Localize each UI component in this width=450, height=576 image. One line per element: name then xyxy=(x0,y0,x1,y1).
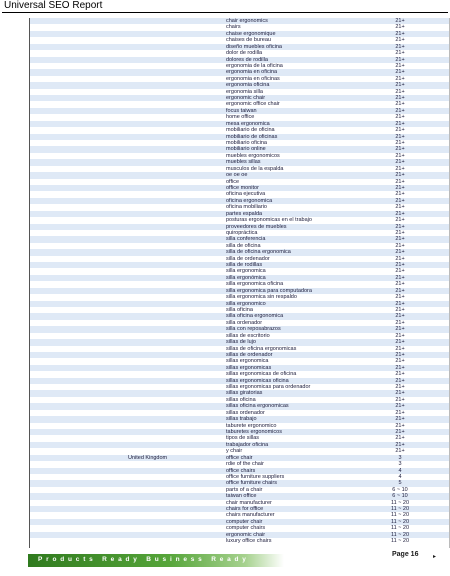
rank-cell: 11 ~ 20 xyxy=(390,538,410,545)
rank-cell: 11 ~ 20 xyxy=(390,512,410,519)
rank-cell: 21+ xyxy=(395,300,405,307)
rank-cell: 21+ xyxy=(395,319,405,326)
rank-cell: 21+ xyxy=(395,396,405,403)
keyword-cell: chair ergonomics xyxy=(226,18,268,24)
keyword-cell: sillas ergonomica xyxy=(226,358,269,365)
keyword-cell: silla con reposabrazos xyxy=(226,326,281,333)
keyword-cell: ergonomia en oficinas xyxy=(226,75,280,82)
rank-cell: 21+ xyxy=(395,69,405,76)
rank-cell: 21+ xyxy=(395,140,405,147)
rank-cell: 11 ~ 20 xyxy=(390,525,410,532)
keyword-cell: quiropráctica xyxy=(226,229,258,236)
keyword-cell: chaise ergonomique xyxy=(226,30,276,37)
table-row xyxy=(30,538,449,544)
footer-tagline: Products Ready Business Ready xyxy=(38,556,250,563)
keyword-cell: computer chair xyxy=(226,518,263,525)
keyword-cell: muebles ergonomicos xyxy=(226,152,280,159)
keyword-cell: sillas ergonomicas para ordenador xyxy=(226,384,311,391)
keyword-cell: silla de oficina xyxy=(226,242,261,249)
rank-cell: 6 ~ 10 xyxy=(392,486,408,493)
rank-cell: 21+ xyxy=(395,88,405,95)
keyword-cell: taburete ergonomico xyxy=(226,422,277,429)
rank-cell: 21+ xyxy=(395,242,405,249)
rank-cell: 21+ xyxy=(395,50,405,57)
rank-cell: 6 ~ 10 xyxy=(392,493,408,500)
keyword-cell: silla de ordenador xyxy=(226,255,270,262)
rank-cell: 21+ xyxy=(395,30,405,37)
keyword-cell: silla ordenador xyxy=(226,319,263,326)
keyword-cell: computer chairs xyxy=(226,525,266,532)
keyword-cell: mobiliario de oficina xyxy=(226,127,275,134)
keyword-cell: mobiliario de oficinas xyxy=(226,133,278,140)
keyword-cell: oficina ergonomica xyxy=(226,197,273,204)
keyword-cell: mobiliario oficina xyxy=(226,140,267,147)
rank-cell: 21+ xyxy=(395,236,405,243)
keyword-cell: sillas de oficina ergonomicas xyxy=(226,345,297,352)
rank-cell: 21+ xyxy=(395,101,405,108)
keyword-cell: focus taiwan xyxy=(226,107,257,114)
rank-cell: 21+ xyxy=(395,82,405,89)
rank-cell: 21+ xyxy=(395,159,405,166)
keyword-cell: taiwan office xyxy=(226,493,257,500)
page-number: Page 16 xyxy=(392,551,419,558)
keyword-cell: ergonomia de la oficina xyxy=(226,62,283,69)
rank-cell: 21+ xyxy=(395,62,405,69)
keyword-cell: sillas de escritorio xyxy=(226,332,270,339)
rank-cell: 4 xyxy=(398,467,402,474)
keyword-cell: office furniture chairs xyxy=(226,480,277,487)
keyword-cell: silla oficina xyxy=(226,306,253,313)
footer-banner xyxy=(28,554,284,567)
rank-cell: 21+ xyxy=(395,210,405,217)
keyword-cell: dolor de rodilla xyxy=(226,50,263,57)
keyword-cell: ergonomia silla xyxy=(226,88,263,95)
keyword-cell: silla conferencia xyxy=(226,236,266,243)
rank-cell: 21+ xyxy=(395,178,405,185)
keyword-cell: diseño muebles oficina xyxy=(226,43,282,50)
keyword-cell: dolores de rodilla xyxy=(226,56,268,63)
rank-cell: 21+ xyxy=(395,390,405,397)
keyword-cell: sillas trabajo xyxy=(226,416,257,423)
country-cell: United Kingdom xyxy=(128,454,168,461)
rank-cell: 21+ xyxy=(395,217,405,224)
rank-cell: 21+ xyxy=(395,165,405,172)
keyword-cell: sillas giratorias xyxy=(226,390,263,397)
rank-cell: 21+ xyxy=(395,294,405,301)
rank-cell: 21+ xyxy=(395,107,405,114)
rank-cell: 21+ xyxy=(395,287,405,294)
keyword-cell: sillas de ordenador xyxy=(226,351,273,358)
rank-cell: 21+ xyxy=(395,409,405,416)
rank-cell: 3 xyxy=(398,461,402,468)
rank-cell: 21+ xyxy=(395,229,405,236)
keyword-cell: office chair xyxy=(226,454,253,461)
keyword-cell: partes espalda xyxy=(226,210,263,217)
rank-cell: 21+ xyxy=(395,127,405,134)
rank-cell: 21+ xyxy=(395,172,405,179)
keyword-cell: parts of a chair xyxy=(226,486,263,493)
keyword-cell: proveedores de muebles xyxy=(226,223,287,230)
keyword-cell: silla ergonómica xyxy=(226,274,266,281)
rank-cell: 21+ xyxy=(395,18,405,24)
rank-cell: 21+ xyxy=(395,326,405,333)
keyword-cell: sillas oficina ergonomicas xyxy=(226,403,289,410)
rank-cell: 21+ xyxy=(395,223,405,230)
keyword-cell: posturas ergonomicas en el trabajo xyxy=(226,217,312,224)
keyword-cell: sillas de lujo xyxy=(226,339,256,346)
rank-cell: 21+ xyxy=(395,416,405,423)
keyword-cell: chairs xyxy=(226,24,241,31)
rank-cell: 21+ xyxy=(395,56,405,63)
keyword-cell: chairs manufacturer xyxy=(226,512,275,519)
rank-cell: 21+ xyxy=(395,204,405,211)
rank-cell: 21+ xyxy=(395,332,405,339)
rank-cell: 21+ xyxy=(395,403,405,410)
rank-cell: 21+ xyxy=(395,345,405,352)
rank-cell: 11 ~ 20 xyxy=(390,499,410,506)
keyword-cell: sillas oficina xyxy=(226,396,256,403)
keyword-cell: silla ergonomica para computadora xyxy=(226,287,312,294)
rank-cell: 21+ xyxy=(395,371,405,378)
keyword-cell: home office xyxy=(226,114,255,121)
rank-cell: 21+ xyxy=(395,441,405,448)
rank-cell: 4 xyxy=(398,473,402,480)
keyword-cell: oficina mobiliario xyxy=(226,204,267,211)
rank-cell: 21+ xyxy=(395,24,405,31)
keyword-cell: musculos de la espalda xyxy=(226,165,284,172)
keyword-cell: sillas ergonomicas oficina xyxy=(226,377,289,384)
keyword-cell: rdie of the chair xyxy=(226,461,264,468)
rank-cell: 21+ xyxy=(395,120,405,127)
keyword-cell: silla ergonomico xyxy=(226,300,266,307)
keyword-cell: chairs for office xyxy=(226,506,264,513)
keyword-cell: silla de rodillas xyxy=(226,262,263,269)
keyword-cell: silla ergonomica sin respaldo xyxy=(226,294,297,301)
keyword-cell: silla ergonomica oficina xyxy=(226,281,284,288)
rank-cell: 21+ xyxy=(395,274,405,281)
keyword-cell: sillas ergonomicas de oficina xyxy=(226,371,297,378)
rank-cell: 21+ xyxy=(395,95,405,102)
keyword-cell: silla de oficina ergonomica xyxy=(226,249,291,256)
rank-cell: 21+ xyxy=(395,191,405,198)
rank-cell: 21+ xyxy=(395,249,405,256)
keyword-cell: office monitor xyxy=(226,184,259,191)
rank-cell: 21+ xyxy=(395,313,405,320)
keyword-cell: mobiliario online xyxy=(226,146,266,153)
keyword-cell: office xyxy=(226,178,240,185)
rank-cell: 21+ xyxy=(395,197,405,204)
rank-cell: 11 ~ 20 xyxy=(390,506,410,513)
rank-cell: 11 ~ 20 xyxy=(390,518,410,525)
keyword-cell: tipos de sillas xyxy=(226,435,260,442)
keyword-cell: office chairs xyxy=(226,467,256,474)
keyword-cell: luxury office chairs xyxy=(226,538,272,545)
keyword-ranking-table xyxy=(30,18,449,545)
rank-cell: 21+ xyxy=(395,435,405,442)
rank-cell: 21+ xyxy=(395,255,405,262)
rank-cell: 21+ xyxy=(395,268,405,275)
keyword-cell: ergonomic chair xyxy=(226,531,266,538)
keyword-cell: oficina ejecutiva xyxy=(226,191,266,198)
keyword-cell: taburetes ergonomicos xyxy=(226,429,282,435)
rank-cell: 21+ xyxy=(395,146,405,153)
keyword-cell: chaises de bureau xyxy=(226,37,271,44)
rank-cell: 21+ xyxy=(395,339,405,346)
keyword-cell: oe oe oe xyxy=(226,172,248,179)
rank-cell: 21+ xyxy=(395,364,405,371)
page-arrow-icon: ▸ xyxy=(433,553,437,560)
rank-cell: 11 ~ 20 xyxy=(390,531,410,538)
rank-cell: 21+ xyxy=(395,358,405,365)
report-title: Universal SEO Report xyxy=(4,0,103,11)
rank-cell: 21+ xyxy=(395,448,405,455)
keyword-cell: muebles sillas xyxy=(226,159,261,166)
rank-cell: 21+ xyxy=(395,262,405,269)
rank-cell: 21+ xyxy=(395,133,405,140)
rank-cell: 21+ xyxy=(395,152,405,159)
rank-cell: 21+ xyxy=(395,43,405,50)
keyword-cell: ergonomic office chair xyxy=(226,101,280,108)
rank-cell: 21+ xyxy=(395,351,405,358)
rank-cell: 21+ xyxy=(395,37,405,44)
rank-cell: 21+ xyxy=(395,281,405,288)
keyword-cell: office furniture suppliers xyxy=(226,473,285,480)
rank-cell: 3 xyxy=(398,454,402,461)
rank-cell: 21+ xyxy=(395,184,405,191)
keyword-cell: sillas ordenador xyxy=(226,409,265,416)
keyword-cell: ergonomic chair xyxy=(226,95,266,102)
rank-cell: 21+ xyxy=(395,384,405,391)
keyword-cell: ergonomia oficina xyxy=(226,82,270,89)
keyword-cell: mesa ergonomica xyxy=(226,120,270,127)
title-divider xyxy=(2,12,448,13)
keyword-cell: ergonomia en oficina xyxy=(226,69,278,76)
rank-cell: 21+ xyxy=(395,422,405,429)
keyword-cell: silla oficina ergonomica xyxy=(226,313,284,320)
keyword-cell: y chair xyxy=(226,448,243,455)
keyword-cell: sillas ergonomicas xyxy=(226,364,272,371)
keyword-cell: chair manufacturer xyxy=(226,499,272,506)
rank-cell: 21+ xyxy=(395,306,405,313)
rank-cell: 21+ xyxy=(395,429,405,435)
keyword-cell: trabajador oficina xyxy=(226,441,269,448)
keyword-cell: silla ergonomica xyxy=(226,268,266,275)
rank-cell: 21+ xyxy=(395,114,405,121)
rank-cell: 21+ xyxy=(395,75,405,82)
rank-cell: 21+ xyxy=(395,377,405,384)
rank-cell: 5 xyxy=(398,480,402,487)
